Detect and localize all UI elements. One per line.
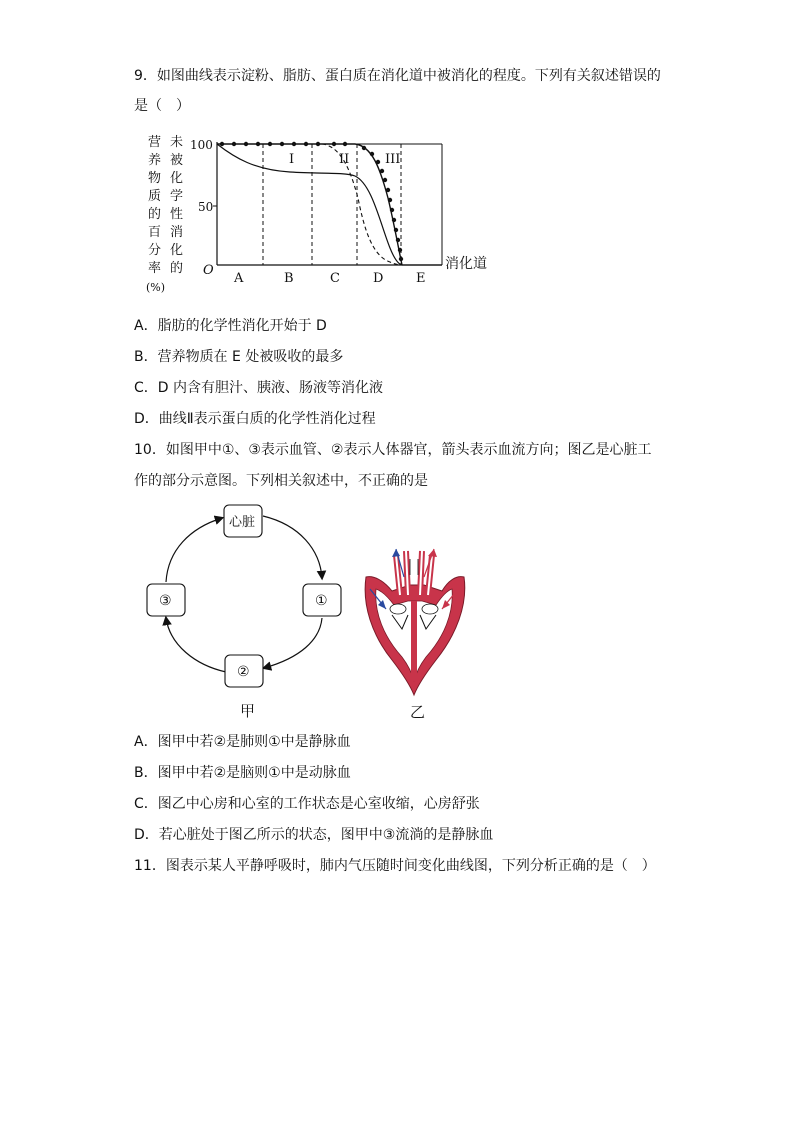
q11-stem: 11．图表示某人平静呼吸时，肺内气压随时间变化曲线图，下列分析正确的是（ ） — [134, 858, 656, 874]
curve-1 — [217, 144, 442, 265]
caption-yi: 乙 — [410, 703, 426, 721]
box-2 — [225, 655, 263, 687]
q10-option-b: B．图甲中若②是脑则①中是动脉血 — [134, 765, 351, 781]
region-label-a: A — [234, 271, 244, 286]
curve-label-1: I — [289, 152, 295, 167]
ylabel-col1-0: 营 — [148, 135, 162, 150]
chart-ylabel — [146, 134, 183, 294]
region-label-e: E — [416, 271, 426, 286]
ylabel-col2-5: 消 — [170, 225, 184, 240]
q10-option-d: D．若心脏处于图乙所示的状态，图甲中③流淌的是静脉血 — [134, 827, 494, 843]
region-dividers — [263, 144, 401, 265]
ylabel-col1-5: 百 — [148, 225, 162, 240]
ylabel-col2-1: 被 — [170, 153, 184, 168]
q10-option-a: A．图甲中若②是肺则①中是静脉血 — [134, 734, 351, 750]
arrow-heart-to-1 — [263, 516, 322, 578]
q9-option-d: D．曲线Ⅱ表示蛋白质的化学性消化过程 — [134, 411, 376, 427]
region-label-c: C — [330, 271, 340, 286]
ylabel-col2-3: 学 — [170, 189, 184, 204]
ylabel-col2-2: 化 — [170, 171, 184, 186]
ylabel-col1-2: 物 — [148, 171, 162, 186]
box-1 — [303, 584, 341, 616]
region-label-d: D — [373, 271, 384, 286]
digestion-chart — [140, 128, 510, 298]
ylabel-unit: (%) — [146, 281, 166, 294]
box-2-label: ② — [237, 664, 250, 680]
x-axis-label: 消化道 — [445, 256, 487, 272]
box-heart — [224, 505, 262, 537]
q9-option-a: A．脂肪的化学性消化开始于 D — [134, 318, 327, 334]
ylabel-col2-6: 化 — [170, 243, 184, 258]
arrow-1-to-2 — [264, 618, 322, 668]
q9-stem-line1: 9．如图曲线表示淀粉、脂肪、蛋白质在消化道中被消化的程度。下列有关叙述错误的 — [134, 68, 661, 84]
q9-option-c: C．D 内含有胆汁、胰液、肠液等消化液 — [134, 380, 384, 396]
heart-box-label: 心脏 — [229, 515, 256, 530]
box-1-label: ① — [315, 593, 328, 609]
heart-illustration — [352, 545, 482, 725]
arrow-3-to-heart — [166, 518, 222, 582]
q10-stem-line1: 10．如图甲中①、③表示血管、②表示人体器官，箭头表示血流方向；图乙是心脏工 — [134, 442, 652, 458]
q9-stem-line2: 是（ ） — [134, 98, 190, 114]
q10-stem-line2: 作的部分示意图。下列相关叙述中，不正确的是 — [134, 473, 428, 489]
ylabel-col1-6: 分 — [148, 243, 162, 258]
region-label-b: B — [284, 271, 294, 286]
curve-label-2: II — [339, 152, 350, 167]
y-tick-100: 100 — [190, 138, 213, 152]
box-3-label: ③ — [159, 593, 172, 609]
circulation-diagram — [140, 500, 360, 725]
ylabel-col1-3: 质 — [148, 189, 162, 204]
ylabel-col1-4: 的 — [148, 207, 162, 222]
box-3 — [147, 584, 185, 616]
ylabel-col2-0: 未 — [170, 135, 184, 150]
q9-option-b: B．营养物质在 E 处被吸收的最多 — [134, 349, 344, 365]
y-tick-50: 50 — [198, 200, 214, 214]
curve-label-3: III — [385, 152, 401, 167]
q10-option-c: C．图乙中心房和心室的工作状态是心室收缩，心房舒张 — [134, 796, 480, 812]
ylabel-col1-1: 养 — [148, 153, 162, 168]
ylabel-col2-4: 性 — [170, 207, 184, 222]
ylabel-col1-7: 率 — [148, 261, 162, 276]
arrow-2-to-3 — [166, 618, 226, 672]
caption-jia: 甲 — [240, 702, 256, 720]
origin-label: O — [203, 263, 214, 278]
ylabel-col2-7: 的 — [170, 261, 184, 276]
